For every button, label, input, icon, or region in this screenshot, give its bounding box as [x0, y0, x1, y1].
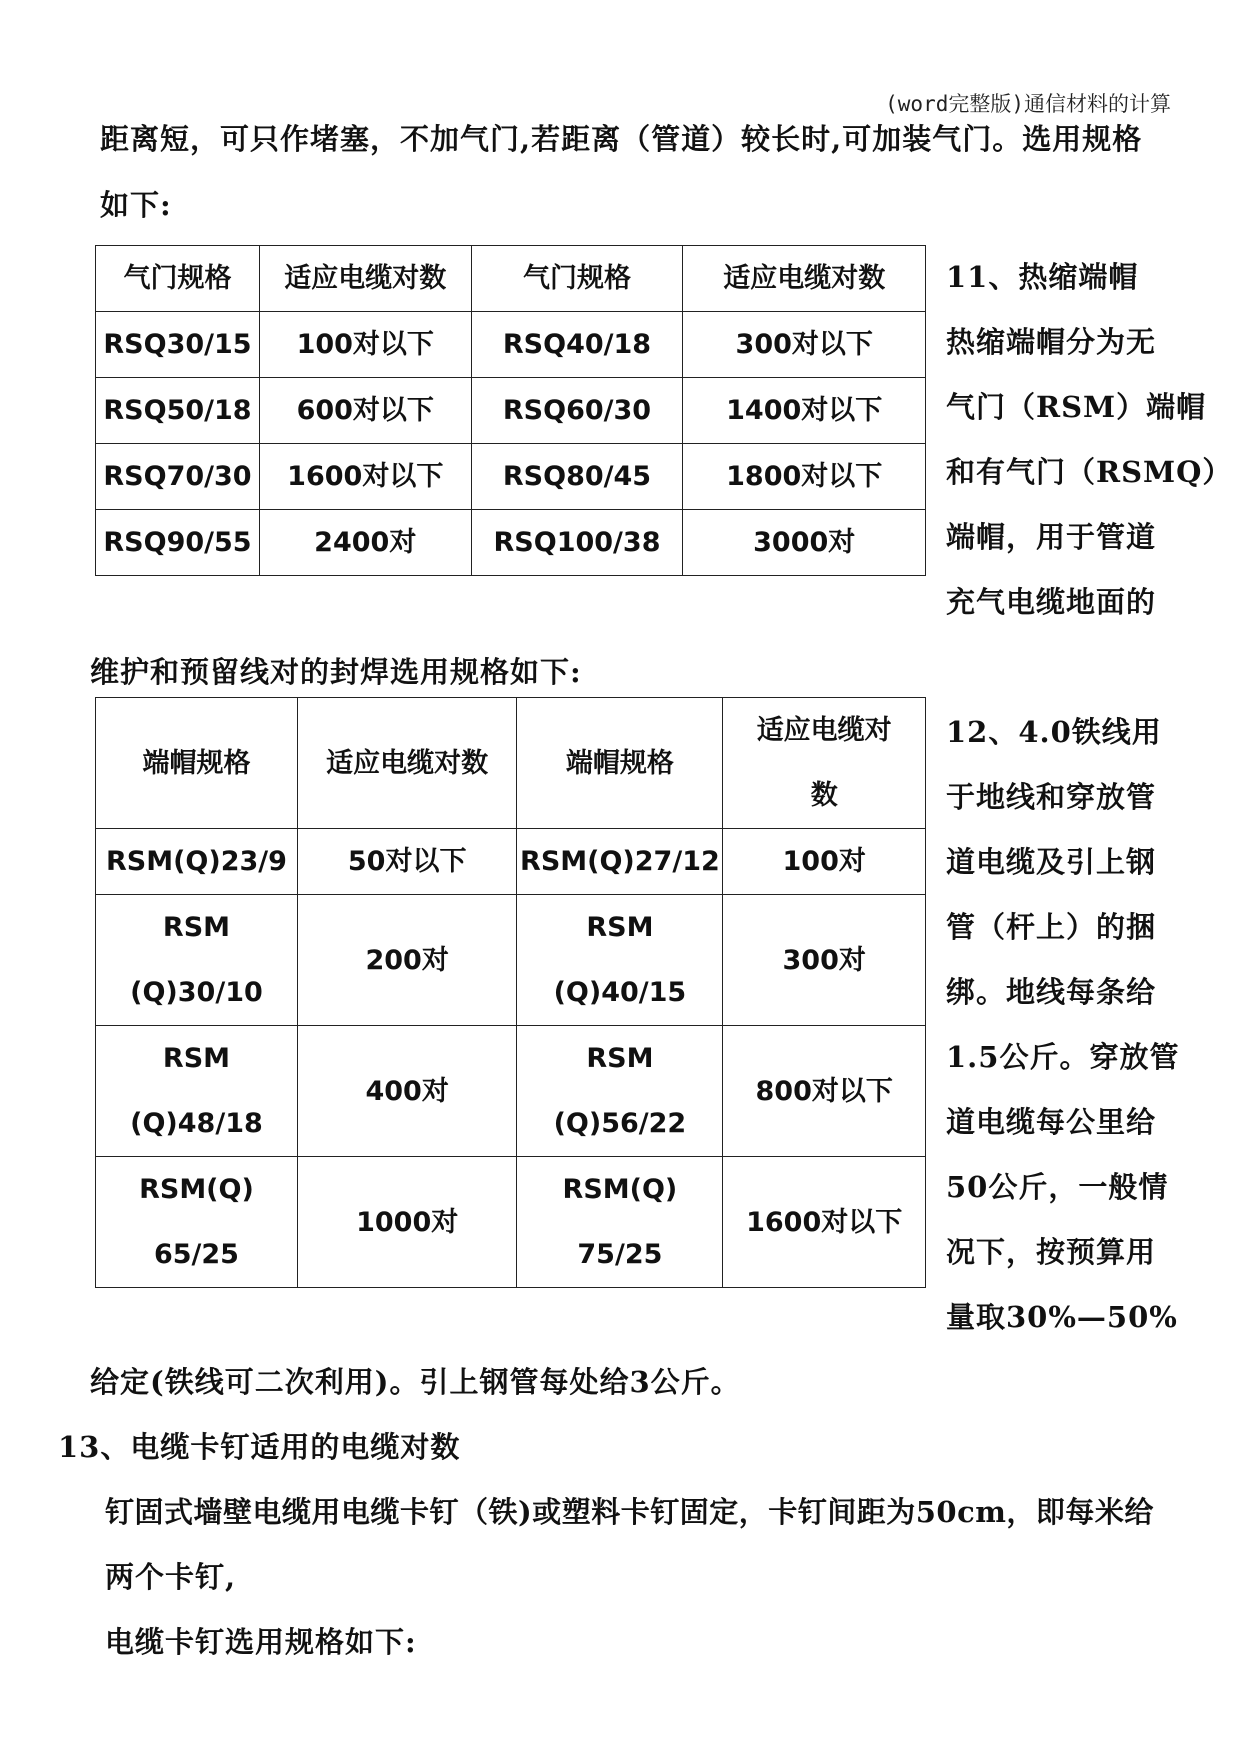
table-cell: 1600对以下	[259, 444, 471, 510]
section-13-body-line-2: 两个卡钉,	[105, 1560, 237, 1594]
table-row	[96, 1157, 926, 1288]
table-cell: 1000对	[297, 1157, 517, 1288]
section-12-line: 道电缆及引上钢	[946, 845, 1157, 879]
section-12-line: 于地线和穿放管	[946, 780, 1157, 814]
table-header-cell: 气门规格	[471, 246, 683, 312]
table-row	[96, 312, 926, 378]
intro-line-1: 距离短，可只作堵塞，不加气门,若距离（管道）较长时,可加装气门。选用规格	[100, 122, 1143, 156]
table-cell: 2400对	[259, 510, 471, 576]
section-11-line: 气门（RSM）端帽	[946, 390, 1207, 424]
table-cell: 300对以下	[683, 312, 926, 378]
table-cell: RSQ70/30	[96, 444, 260, 510]
section-13-title: 13、电缆卡钉适用的电缆对数	[58, 1430, 461, 1464]
section-12-line: 管（杆上）的捆	[946, 910, 1157, 944]
table-header-cell: 气门规格	[96, 246, 260, 312]
table-cell: 200对	[297, 895, 517, 1026]
section-12-line: 绑。地线每条给	[946, 975, 1157, 1009]
table-cell: 1400对以下	[683, 378, 926, 444]
end-cap-spec-table	[95, 697, 926, 1288]
table-cell: 600对以下	[259, 378, 471, 444]
section-12-line: 道电缆每公里给	[946, 1105, 1157, 1139]
table-row	[96, 444, 926, 510]
table-cell: RSM (Q)56/22	[517, 1026, 723, 1157]
table-header-row	[96, 246, 926, 312]
table-cell: RSM(Q)23/9	[96, 829, 298, 895]
section-11-line: 和有气门（RSMQ）	[946, 455, 1233, 489]
table-cell: RSM (Q)30/10	[96, 895, 298, 1026]
table-header-cell: 适应电缆对数	[683, 246, 926, 312]
continuation-line-1: 维护和预留线对的封焊选用规格如下:	[90, 655, 582, 689]
document-header: (word完整版)通信材料的计算	[885, 92, 1171, 116]
table-cell: 50对以下	[297, 829, 517, 895]
table-cell: RSM (Q)40/15	[517, 895, 723, 1026]
table-cell: RSQ50/18	[96, 378, 260, 444]
section-11-line: 端帽，用于管道	[946, 520, 1157, 554]
table-cell: RSQ30/15	[96, 312, 260, 378]
table-row	[96, 1026, 926, 1157]
table-row	[96, 829, 926, 895]
table-row	[96, 510, 926, 576]
table-cell: RSM(Q) 65/25	[96, 1157, 298, 1288]
section-13-body-line-3: 电缆卡钉选用规格如下:	[105, 1625, 417, 1659]
table-cell: RSQ40/18	[471, 312, 683, 378]
section-12-line: 量取30%—50%	[946, 1300, 1178, 1334]
section-13-body-line-1: 钉固式墙壁电缆用电缆卡钉（铁)或塑料卡钉固定，卡钉间距为50cm，即每米给	[105, 1495, 1154, 1529]
valve-spec-table	[95, 245, 926, 576]
table-header-cell: 端帽规格	[517, 698, 723, 829]
table-cell: RSM(Q) 75/25	[517, 1157, 723, 1288]
table-header-cell: 端帽规格	[96, 698, 298, 829]
table-cell: 100对	[723, 829, 926, 895]
table-cell: 400对	[297, 1026, 517, 1157]
section-12-line: 况下，按预算用	[946, 1235, 1157, 1269]
section-12-line: 1.5公斤。穿放管	[946, 1040, 1180, 1074]
table-cell: RSQ60/30	[471, 378, 683, 444]
table-cell: RSQ80/45	[471, 444, 683, 510]
table-header-row	[96, 698, 926, 829]
section-12-text	[946, 700, 1179, 1350]
table-cell: RSQ90/55	[96, 510, 260, 576]
continuation-line-2: 给定(铁线可二次利用)。引上钢管每处给3公斤。	[90, 1365, 741, 1399]
table-row	[96, 378, 926, 444]
table-cell: 1800对以下	[683, 444, 926, 510]
table-cell: RSQ100/38	[471, 510, 683, 576]
table-header-cell: 适应电缆对数	[297, 698, 517, 829]
table-cell: 300对	[723, 895, 926, 1026]
section-11-line: 充气电缆地面的	[946, 585, 1157, 619]
table-cell: RSM(Q)27/12	[517, 829, 723, 895]
table-row	[96, 895, 926, 1026]
section-12-title: 12、4.0铁线用	[946, 715, 1162, 749]
table-header-cell: 适应电缆对数	[723, 698, 926, 829]
table-cell: 1600对以下	[723, 1157, 926, 1288]
table-cell: 800对以下	[723, 1026, 926, 1157]
section-11-title: 11、热缩端帽	[946, 260, 1139, 294]
intro-line-2: 如下:	[100, 188, 172, 222]
table-cell: 100对以下	[259, 312, 471, 378]
table-header-cell: 适应电缆对数	[259, 246, 471, 312]
section-11-line: 热缩端帽分为无	[946, 325, 1157, 359]
table-cell: 3000对	[683, 510, 926, 576]
section-12-line: 50公斤，一般情	[946, 1170, 1169, 1204]
section-11-text	[946, 245, 1232, 635]
table-cell: RSM (Q)48/18	[96, 1026, 298, 1157]
